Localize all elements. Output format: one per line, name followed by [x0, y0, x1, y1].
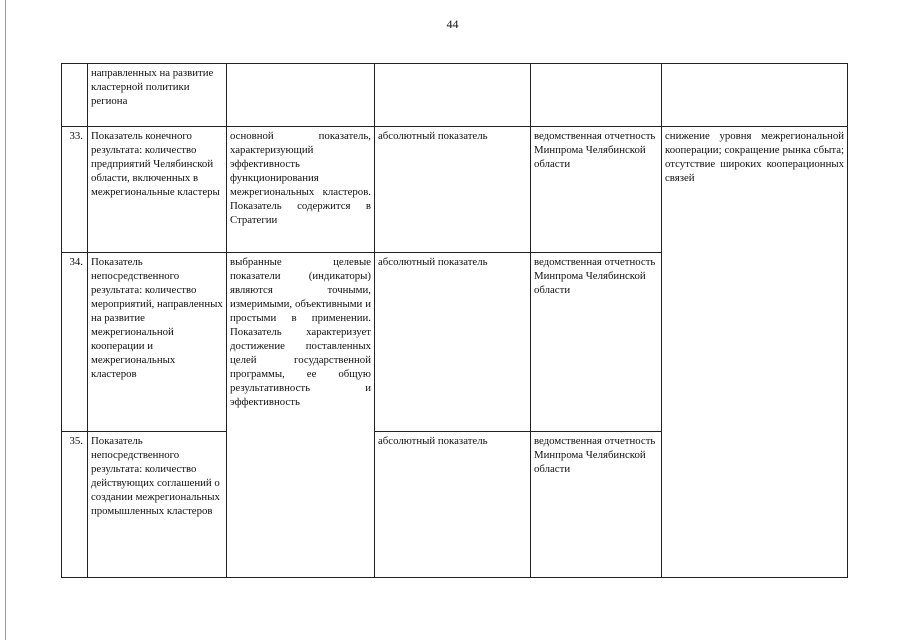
- indicator-type-cell: абсолютный показатель: [375, 253, 531, 432]
- rationale-cell: основной показатель, характеризующий эффективность функционирования межрегиональных кластеров. Показатель содержится в Стратегии: [227, 127, 375, 253]
- data-source-cell: ведомственная отчетность Минпрома Челябинской области: [531, 432, 662, 578]
- indicator-name-cell: Показатель непосредственного результата: количество действующих соглашений о создании межрегиональных промышленных кластеров: [88, 432, 227, 578]
- indicators-table: [61, 63, 848, 578]
- indicator-name-cell: Показатель непосредственного результата: количество мероприятий, направленных на развитие межрегиональной кооперации и межрегиональных кластеров: [88, 253, 227, 432]
- row-number-cell: [62, 64, 88, 127]
- data-source-cell: ведомственная отчетность Минпрома Челябинской области: [531, 253, 662, 432]
- risks-cell: снижение уровня межрегиональной кооперации; сокращение рынка сбыта; отсутствие широких кооперационных связей: [662, 127, 848, 578]
- rationale-cell: [227, 64, 375, 127]
- indicator-type-cell: [375, 64, 531, 127]
- indicator-name-cell: Показатель конечного результата: количество предприятий Челябинской области, включенных в межрегиональные кластеры: [88, 127, 227, 253]
- data-source-cell: [531, 64, 662, 127]
- rationale-cell: выбранные целевые показатели (индикаторы) являются точными, измеримыми, объективными и простыми в применении. Показатель характеризует достижение поставленных целей государственной программы, ее общую результативность и эффективность: [227, 253, 375, 578]
- table-row-continuation: [62, 64, 848, 127]
- indicator-type-cell: абсолютный показатель: [375, 127, 531, 253]
- table-row-33: [62, 127, 848, 253]
- row-number-cell: 35.: [62, 432, 88, 578]
- page-edge-line: [5, 0, 6, 640]
- row-number-cell: 33.: [62, 127, 88, 253]
- indicator-name-cell: направленных на развитие кластерной политики региона: [88, 64, 227, 127]
- row-number-cell: 34.: [62, 253, 88, 432]
- indicator-type-cell: абсолютный показатель: [375, 432, 531, 578]
- page-number: 44: [446, 17, 459, 31]
- risks-cell: [662, 64, 848, 127]
- data-source-cell: ведомственная отчетность Минпрома Челябинской области: [531, 127, 662, 253]
